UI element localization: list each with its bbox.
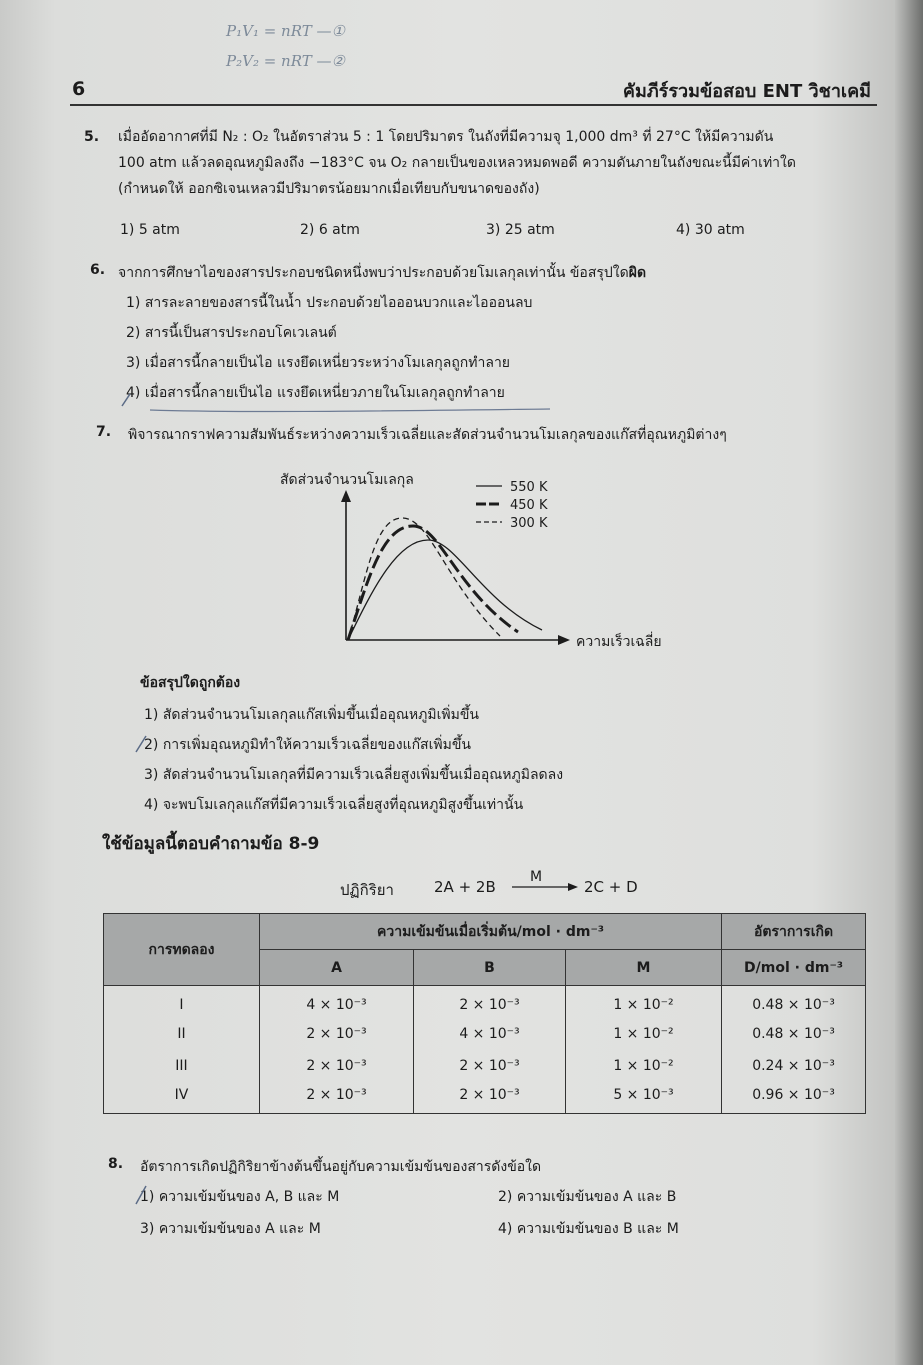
cell-m: 1 × 10⁻² — [566, 1050, 722, 1082]
question-7-option-2: 2) การเพิ่มอุณหภูมิทำให้ความเร็วเฉลี่ยของแก๊สเพิ่มขึ้น — [144, 737, 471, 753]
cell-m: 1 × 10⁻² — [566, 986, 722, 1018]
question-5-option-1: 1) 5 atm — [120, 222, 180, 238]
question-5-line-1: เมื่ออัดอากาศที่มี N₂ : O₂ ในอัตราส่วน 5 : 1 โดยปริมาตร ในถังที่มีความจุ 1,000 dm³ ที่ 27°C ให้มีความดัน — [118, 129, 774, 145]
cell-rate: 0.48 × 10⁻³ — [722, 986, 866, 1018]
reaction-arrow — [510, 868, 580, 894]
table-row — [104, 1018, 866, 1050]
cell-experiment: IV — [104, 1082, 260, 1114]
cell-b: 2 × 10⁻³ — [414, 1082, 566, 1114]
legend-label-450k: 450 K — [510, 498, 548, 513]
question-7-option-4: 4) จะพบโมเลกุลแก๊สที่มีความเร็วเฉลี่ยสูงที่อุณหภูมิสูงขึ้นเท่านั้น — [144, 797, 524, 813]
speed-distribution-graph — [270, 460, 690, 660]
cell-a: 4 × 10⁻³ — [260, 986, 414, 1018]
header-experiment: การทดลอง — [104, 914, 260, 986]
question-8-stem: อัตราการเกิดปฏิกิริยาข้างต้นขึ้นอยู่กับความเข้มข้นของสารดังข้อใด — [140, 1159, 542, 1175]
question-6-option-2: 2) สารนี้เป็นสารประกอบโคเวเลนต์ — [126, 325, 337, 341]
cell-b: 2 × 10⁻³ — [414, 986, 566, 1018]
question-6-option-3: 3) เมื่อสารนี้กลายเป็นไอ แรงยึดเหนี่ยวระหว่างโมเลกุลถูกทำลาย — [126, 355, 511, 371]
question-5-stem — [118, 124, 888, 202]
book-spine-shadow — [895, 0, 923, 1365]
legend-label-300k: 300 K — [510, 516, 548, 531]
handwritten-note-2: P₂V₂ = nRT —② — [226, 52, 345, 70]
book-title: คัมภีร์รวมข้อสอบ ENT วิชาเคมี — [622, 81, 871, 102]
cell-m: 1 × 10⁻² — [566, 1018, 722, 1050]
graph-x-axis-arrow — [558, 635, 570, 645]
table-row — [104, 1050, 866, 1082]
section-heading: ใช้ข้อมูลนี้ตอบคำถามข้อ 8-9 — [102, 834, 320, 854]
header-rule — [70, 104, 877, 106]
question-8-option-3: 3) ความเข้มข้นของ A และ M — [140, 1221, 321, 1237]
question-6-stem-text: จากการศึกษาไอของสารประกอบชนิดหนึ่งพบว่าประกอบด้วยโมเลกุลเท่านั้น ข้อสรุปใด — [118, 265, 629, 281]
cell-rate: 0.96 × 10⁻³ — [722, 1082, 866, 1114]
cell-experiment: I — [104, 986, 260, 1018]
reaction-reactants: 2A + 2B — [434, 878, 496, 896]
cell-b: 2 × 10⁻³ — [414, 1050, 566, 1082]
cell-rate: 0.24 × 10⁻³ — [722, 1050, 866, 1082]
question-7-answer-mark — [132, 728, 162, 758]
handwritten-note-1: P₁V₁ = nRT —① — [226, 22, 345, 40]
question-5-option-3: 3) 25 atm — [486, 222, 555, 238]
question-8-answer-mark — [132, 1180, 162, 1210]
header-a: A — [260, 950, 414, 986]
question-8-option-1: 1) ความเข้มข้นของ A, B และ M — [140, 1189, 340, 1205]
reaction-products: 2C + D — [584, 878, 638, 896]
graph-y-axis-label: สัดส่วนจำนวนโมเลกุล — [280, 472, 414, 488]
header-rate-unit: D/mol · dm⁻³ — [722, 950, 866, 986]
cell-a: 2 × 10⁻³ — [260, 1050, 414, 1082]
cell-a: 2 × 10⁻³ — [260, 1018, 414, 1050]
question-7-prompt: ข้อสรุปใดถูกต้อง — [140, 675, 241, 691]
cell-a: 2 × 10⁻³ — [260, 1082, 414, 1114]
question-6-option-1: 1) สารละลายของสารนี้ในน้ำ ประกอบด้วยไอออนบวกและไอออนลบ — [126, 295, 533, 311]
graph-x-axis-label: ความเร็วเฉลี่ย — [576, 634, 662, 650]
question-6-stem — [118, 262, 646, 284]
cell-b: 4 × 10⁻³ — [414, 1018, 566, 1050]
reaction-catalyst: M — [530, 869, 543, 885]
question-5-option-2: 2) 6 atm — [300, 222, 360, 238]
question-5-option-4: 4) 30 atm — [676, 222, 745, 238]
question-6-number: 6. — [90, 262, 106, 278]
question-7-option-3: 3) สัดส่วนจำนวนโมเลกุลที่มีความเร็วเฉลี่ยสูงเพิ่มขึ้นเมื่ออุณหภูมิลดลง — [144, 767, 564, 783]
question-7-stem: พิจารณากราฟความสัมพันธ์ระหว่างความเร็วเฉลี่ยและสัดส่วนจำนวนโมเลกุลของแก๊สที่อุณหภูมิต่างๆ — [128, 427, 727, 443]
question-8-option-4: 4) ความเข้มข้นของ B และ M — [498, 1221, 679, 1237]
legend-label-550k: 550 K — [510, 480, 548, 495]
cell-m: 5 × 10⁻³ — [566, 1082, 722, 1114]
reaction-label: ปฏิกิริยา — [340, 881, 394, 899]
header-concentration: ความเข้มข้นเมื่อเริ่มต้น/mol · dm⁻³ — [260, 914, 722, 950]
question-5-number: 5. — [84, 129, 100, 145]
cell-experiment: III — [104, 1050, 260, 1082]
question-6-option-4: 4) เมื่อสารนี้กลายเป็นไอ แรงยึดเหนี่ยวภายในโมเลกุลถูกทำลาย — [126, 385, 505, 401]
graph-y-axis-arrow — [341, 490, 351, 502]
question-8-number: 8. — [108, 1156, 124, 1172]
page-number: 6 — [72, 78, 86, 100]
table-row — [104, 986, 866, 1018]
table-row — [104, 1082, 866, 1114]
question-6-stem-emphasis: ผิด — [628, 265, 647, 281]
question-6-answer-mark — [120, 380, 560, 416]
question-8-option-2: 2) ความเข้มข้นของ A และ B — [498, 1189, 677, 1205]
question-7-option-1: 1) สัดส่วนจำนวนโมเลกุลแก๊สเพิ่มขึ้นเมื่ออุณหภูมิเพิ่มขึ้น — [144, 707, 479, 723]
question-7-number: 7. — [96, 424, 112, 440]
header-rate: อัตราการเกิด — [722, 914, 866, 950]
experiment-table — [103, 913, 866, 1114]
cell-experiment: II — [104, 1018, 260, 1050]
header-m: M — [566, 950, 722, 986]
header-b: B — [414, 950, 566, 986]
question-5-line-3: (กำหนดให้ ออกซิเจนเหลวมีปริมาตรน้อยมากเมื่อเทียบกับขนาดของถัง) — [118, 181, 540, 197]
cell-rate: 0.48 × 10⁻³ — [722, 1018, 866, 1050]
question-5-line-2: 100 atm แล้วลดอุณหภูมิลงถึง −183°C จน O₂ กลายเป็นของเหลวหมดพอดี ความดันภายในถังขณะนี้มีค่าเท่าใด — [118, 155, 796, 171]
